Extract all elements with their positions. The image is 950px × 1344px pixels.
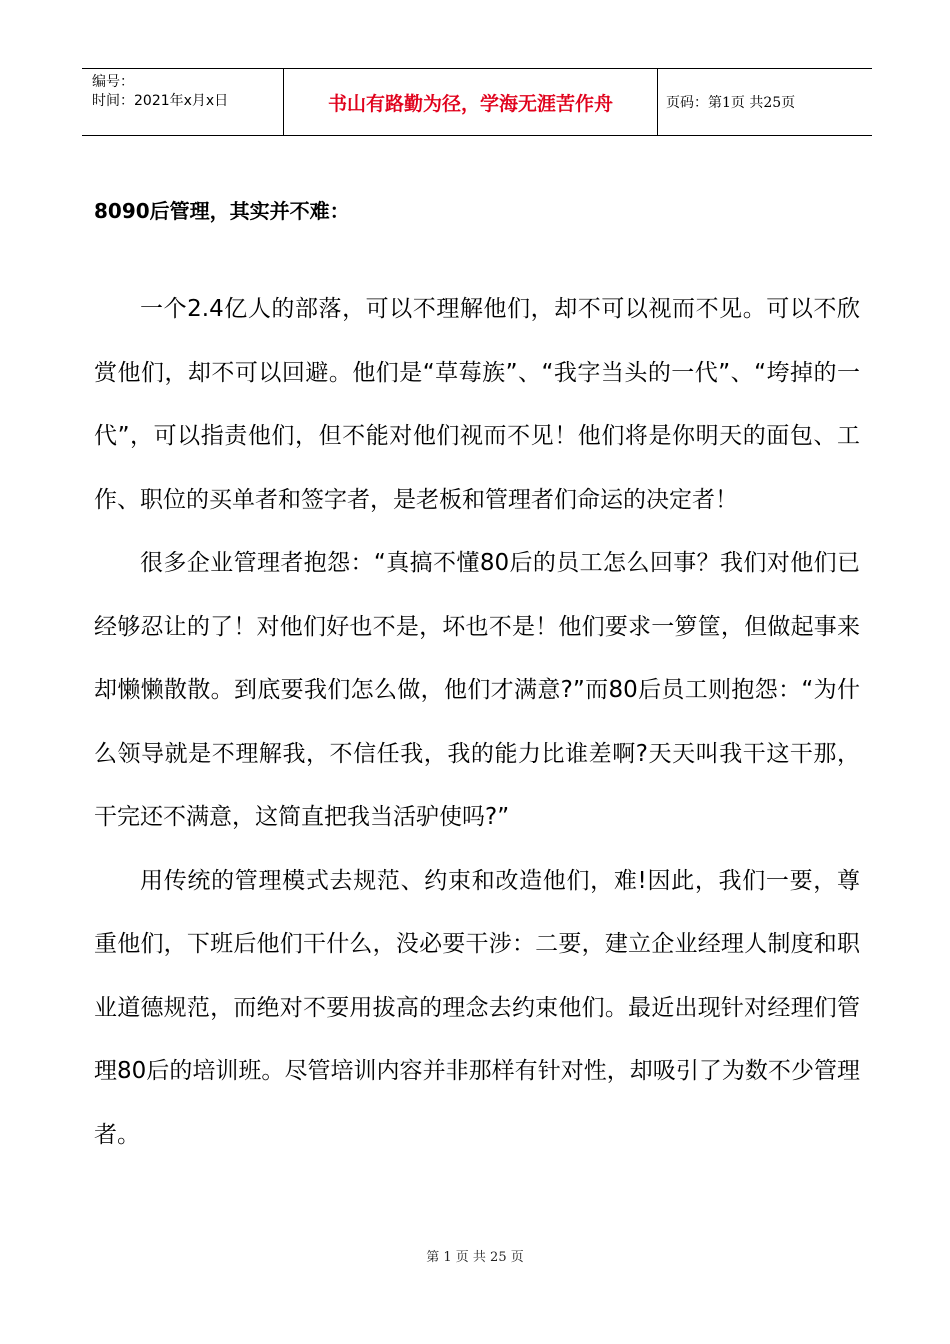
page-footer: 第 1 页 共 25 页 <box>426 1250 524 1265</box>
document-time-label: 时间：2021年x月x日 <box>92 93 229 109</box>
body-paragraph-3: 用传统的管理模式去规范、约束和改造他们，难!因此，我们一要，尊重他们，下班后他们干什么，没必要干涉：二要，建立企业经理人制度和职业道德规范，而绝对不要用拔高的理念去约束他们。最近出现针对经理们管理80后的培训班。尽管培训内容并非那样有针对性，却吸引了为数不少管理者。 <box>94 867 860 1148</box>
document-body <box>94 278 860 1167</box>
document-number-label: 编号： <box>92 74 134 90</box>
header-meta <box>92 73 282 111</box>
body-paragraph-1: 一个2.4亿人的部落，可以不理解他们，却不可以视而不见。可以不欣赏他们，却不可以回避。他们是“草莓族”、“我字当头的一代”、“垮掉的一代”，可以指责他们，但不能对他们视而不见！他们将是你明天的面包、工作、职位的买单者和签字者，是老板和管理者们命运的决定者！ <box>94 296 860 513</box>
body-paragraph-2: 很多企业管理者抱怨：“真搞不懂80后的员工怎么回事？我们对他们已经够忍让的了！对他们好也不是，坏也不是！他们要求一箩筐，但做起事来却懒懒散散。到底要我们怎么做，他们才满意?”而80后员工则抱怨：“为什么领导就是不理解我，不信任我，我的能力比谁差啊?天天叫我干这干那，干完还不满意，这简直把我当活驴使吗?” <box>94 550 860 830</box>
document-title: 8090后管理，其实并不难： <box>94 199 350 223</box>
header-divider-right <box>657 69 658 135</box>
header-motto: 书山有路勤为径，学海无涯苦作舟 <box>327 92 613 115</box>
header-page-info: 页码：第1页 共25页 <box>666 95 796 111</box>
document-header <box>82 68 872 136</box>
